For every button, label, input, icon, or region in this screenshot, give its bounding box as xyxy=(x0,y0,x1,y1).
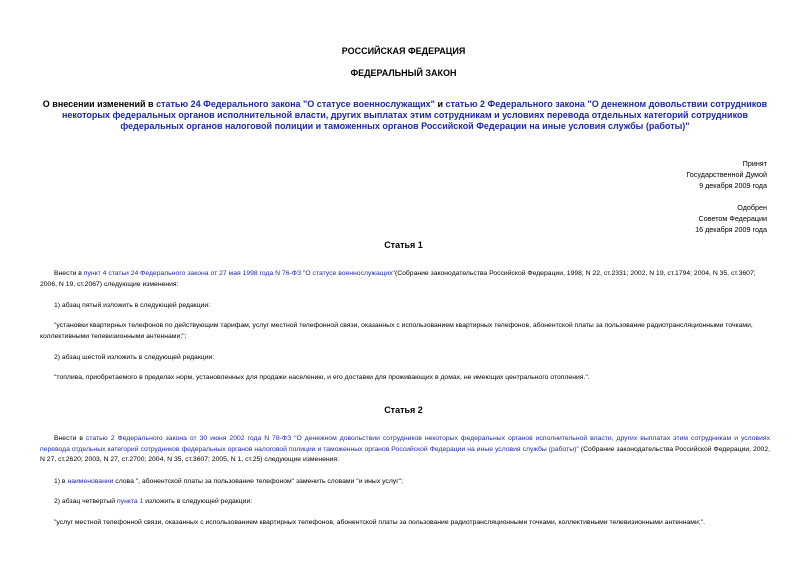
law-title xyxy=(36,99,774,132)
article-2-item-2 xyxy=(40,497,770,508)
accepted-block xyxy=(686,158,767,191)
accepted-body: Государственной Думой xyxy=(686,170,767,179)
article-1-heading: Статья 1 xyxy=(384,240,423,250)
article-1-item-1: 1) абзац пятый изложить в следующей редакции: xyxy=(54,302,211,309)
title-text: О внесении изменений в xyxy=(42,99,157,109)
article-1-quote-1: "установки квартирных телефонов по действующим тарифам, услуг местной телефонной связи, оказанных с использованием квартирных телефонов, абонентской платы за пользование радиотрансляционными точками, коллективными телевизионными антеннами;"; xyxy=(40,322,753,340)
article-2-heading: Статья 2 xyxy=(384,405,423,415)
paragraph-text: изложить в следующей редакции: xyxy=(143,498,253,505)
approved-date: 16 декабря 2009 года xyxy=(695,225,767,234)
link-naimenovanie[interactable]: наименовании xyxy=(67,478,114,485)
approved-body: Советом Федерации xyxy=(698,214,767,223)
link-punkt-1[interactable]: пункта 1 xyxy=(116,498,144,505)
article-2-item-1 xyxy=(40,477,770,488)
paragraph-text: Внести в xyxy=(54,270,84,277)
article-1-item-2: 2) абзац шестой изложить в следующей редакции: xyxy=(54,354,215,361)
country-heading: РОССИЙСКАЯ ФЕДЕРАЦИЯ xyxy=(341,46,466,56)
law-type-heading: ФЕДЕРАЛЬНЫЙ ЗАКОН xyxy=(350,68,457,78)
article-2-quote: "услуг местной телефонной связи, оказанных с использованием квартирных телефонов, абонентской платы за пользование радиотрансляционными точками, коллективными телевизионными антеннами;". xyxy=(54,519,705,526)
paragraph-text: 1) в xyxy=(54,478,68,485)
article-1-paragraph xyxy=(40,269,770,290)
link-status-military[interactable]: "О статусе военнослужащих" xyxy=(302,270,395,277)
approved-block xyxy=(695,202,767,235)
paragraph-text: (Собрание законодательства Российской Федерации, 2002, N 27, ст.2620; 2003, N 27, ст.2700; 2004, N 35, ст.3607; 2005, N 1, ст.25) следующие изменения: xyxy=(40,445,770,463)
article-2-paragraph xyxy=(40,434,770,466)
accepted-label: Принят xyxy=(742,159,767,168)
link-law-76fz[interactable]: пункт 4 статьи 24 Федерального закона от 27 мая 1998 года N 76-ФЗ xyxy=(83,270,302,277)
title-link-article-2[interactable]: статью 2 Федерального закона "О денежном довольствии сотрудников некоторых федеральных органов исполнительной власти, других выплатах этим сотрудникам и условиях перевода отдельных категорий сотрудников федеральных органов налоговой полиции и таможенных органов Российской Федерации на иные условия службы (работы)" xyxy=(61,99,768,131)
paragraph-text: 2) абзац четвертый xyxy=(54,498,117,505)
paragraph-text: Внести в xyxy=(54,435,86,442)
approved-label: Одобрен xyxy=(737,203,767,212)
paragraph-text: (Собрание законодательства Российской Федерации, 1998, N 22, ст.2331; 2002, N 19, ст.1794; 2004, N 35, ст.3607; 2006, N 19, ст.2067) следующие изменения: xyxy=(40,270,756,288)
accepted-date: 9 декабря 2009 года xyxy=(699,181,767,190)
paragraph-text: слова ", абонентской платы за пользование телефоном" заменить словами "и иных услуг"; xyxy=(113,478,403,485)
title-text: и xyxy=(434,99,446,109)
link-law-78fz[interactable]: статью 2 Федерального закона от 30 июня 2002 года N 78-ФЗ "О денежном довольствии сотрудников некоторых федеральных органов исполнительной власти, других выплатах этим сотрудникам и условиях перевода отдельных категорий сотрудников федеральных органов налоговой полиции и таможенных органов Российской Федерации на иные условия службы (работы)" xyxy=(40,435,770,453)
title-link-article-24[interactable]: статью 24 Федерального закона "О статусе военнослужащих" xyxy=(156,99,435,109)
article-1-quote-2: "топлива, приобретаемого в пределах норм, установленных для продажи населению, и его доставки для проживающих в домах, не имеющих центрального отопления.". xyxy=(54,374,590,381)
